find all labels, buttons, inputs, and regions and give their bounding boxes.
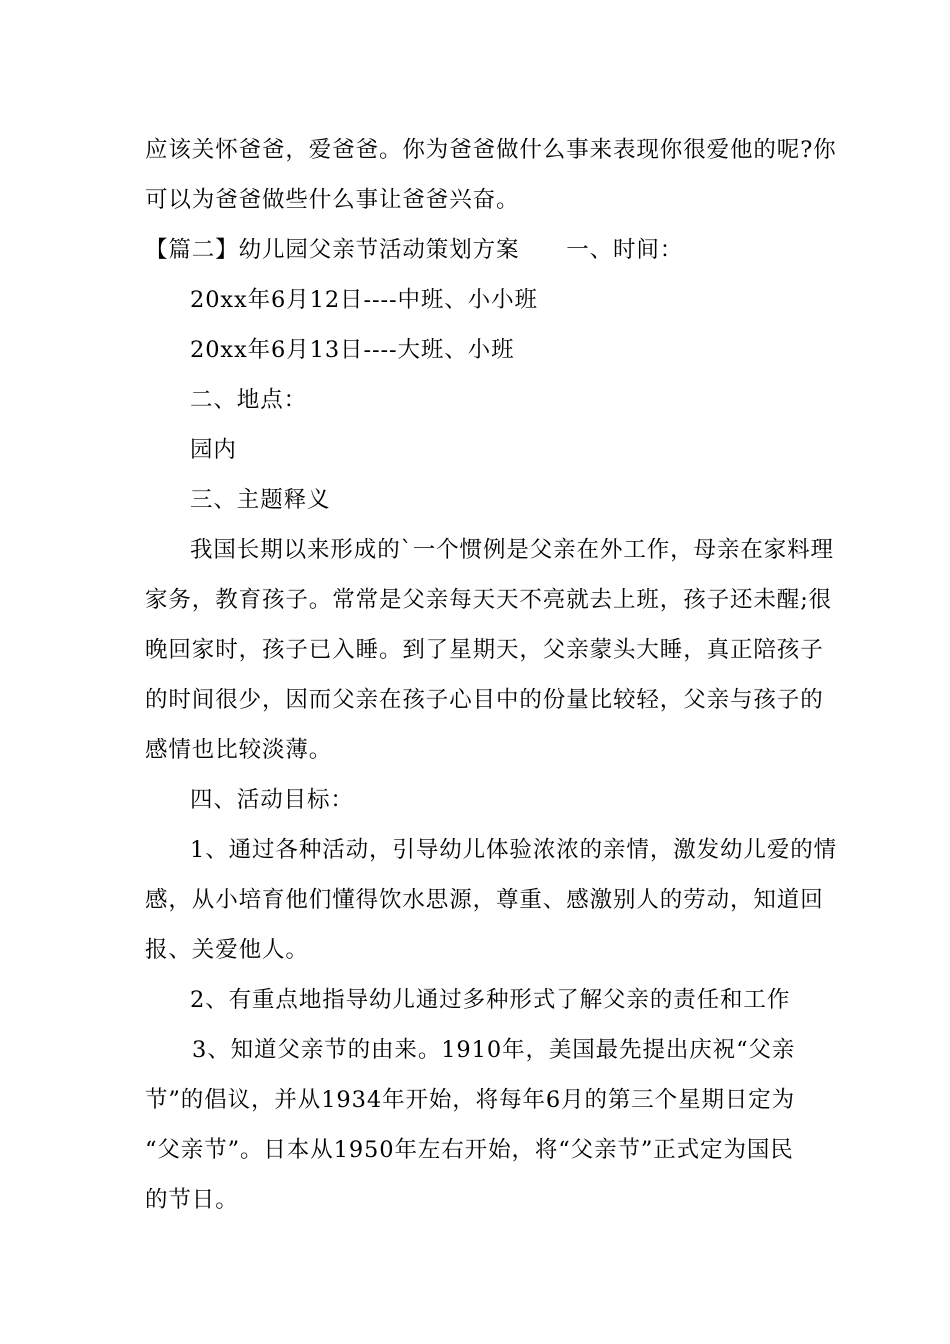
text-line: 感，从小培育他们懂得饮水思源，尊重、感激别人的劳动，知道回 xyxy=(145,887,824,913)
text-line: 1、通过各种活动，引导幼儿体验浓浓的亲情，激发幼儿爱的情 xyxy=(190,837,838,863)
text-line: 20xx年6月13日----大班、小班 xyxy=(190,337,515,363)
text-line: 我国长期以来形成的`一个惯例是父亲在外工作，母亲在家料理 xyxy=(190,537,834,563)
text-line: 可以为爸爸做些什么事让爸爸兴奋。 xyxy=(145,187,520,213)
subheading: 四、活动目标： xyxy=(190,787,354,813)
text-line: 节”的倡议，并从1934年开始，将每年6月的第三个星期日定为 xyxy=(145,1087,796,1113)
text-line: 的时间很少，因而父亲在孩子心目中的份量比较轻，父亲与孩子的 xyxy=(145,687,824,713)
text-line: 晚回家时，孩子已入睡。到了星期天，父亲蒙头大睡，真正陪孩子 xyxy=(145,637,824,663)
text-line: 应该关怀爸爸，爱爸爸。你为爸爸做什么事来表现你很爱他的呢?你 xyxy=(145,137,837,163)
text-line: 家务，教育孩子。常常是父亲每天天不亮就去上班，孩子还未醒;很 xyxy=(145,587,833,613)
text-line: “父亲节”。日本从1950年左右开始，将“父亲节”正式定为国民 xyxy=(145,1137,794,1163)
text-line: 的节日。 xyxy=(145,1187,239,1213)
text-line: 3、知道父亲节的由来。1910年，美国最先提出庆祝“父亲 xyxy=(192,1037,796,1063)
text-line: 园内 xyxy=(190,437,237,463)
text-line: 2、有重点地指导幼儿通过多种形式了解父亲的责任和工作 xyxy=(190,987,791,1013)
text-line: 报、关爱他人。 xyxy=(145,937,309,963)
text-line: 20xx年6月12日----中班、小小班 xyxy=(190,287,538,313)
text-line: 感情也比较淡薄。 xyxy=(145,737,333,763)
section-heading: 【篇二】幼儿园父亲节活动策划方案 一、时间： xyxy=(145,237,684,263)
subheading: 二、地点： xyxy=(190,387,308,413)
subheading: 三、主题释义 xyxy=(190,487,331,513)
